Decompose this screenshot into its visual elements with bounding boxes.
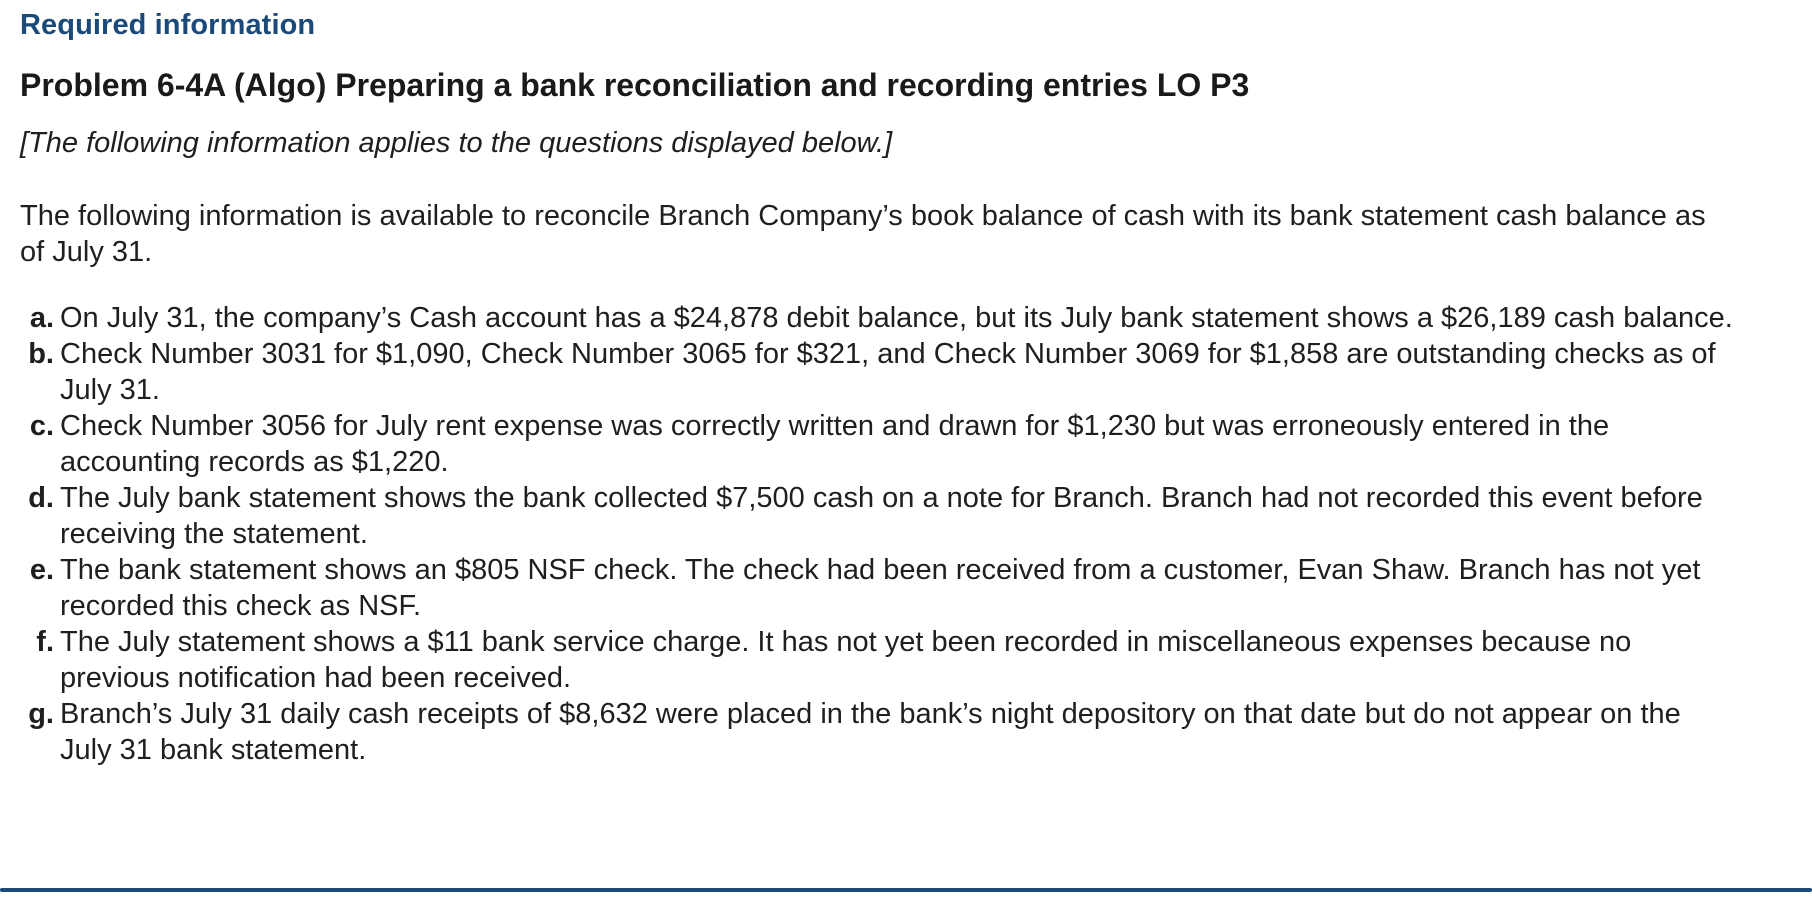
information-list: [20, 300, 1740, 768]
list-item-a: [20, 300, 1740, 336]
item-text: The July bank statement shows the bank collected $7,500 cash on a note for Branch. Branch had not recorded this event before receiving the statement.: [60, 482, 1703, 550]
item-letter: d.: [28, 482, 54, 514]
list-item-e: [20, 552, 1740, 624]
list-item-f: [20, 624, 1740, 696]
item-text: On July 31, the company’s Cash account has a $24,878 debit balance, but its July bank statement shows a $26,189 cash balance.: [60, 302, 1733, 334]
item-text: The July statement shows a $11 bank service charge. It has not yet been recorded in miscellaneous expenses because no previous notification had been received.: [60, 626, 1632, 694]
list-item-c: [20, 408, 1740, 480]
problem-title: Problem 6-4A (Algo) Preparing a bank reconciliation and recording entries LO P3: [20, 67, 1250, 103]
required-information-heading: Required information: [20, 9, 316, 41]
item-letter: a.: [29, 302, 54, 334]
panel-bottom-border: [0, 888, 1812, 892]
item-text: Branch’s July 31 daily cash receipts of $8,632 were placed in the bank’s night depository on that date but do not appear on the July 31 bank statement.: [60, 698, 1681, 766]
list-item-g: [20, 696, 1740, 768]
item-letter: e.: [29, 554, 54, 586]
intro-paragraph: The following information is available to reconcile Branch Company’s book balance of cash with its bank statement cash balance as of July 31.: [20, 200, 1706, 268]
info-applies-note: [The following information applies to the questions displayed below.]: [20, 127, 893, 159]
item-letter: b.: [28, 338, 54, 370]
item-letter: c.: [29, 410, 54, 442]
item-text: Check Number 3056 for July rent expense was correctly written and drawn for $1,230 but was erroneously entered in the accounting records as $1,220.: [60, 410, 1610, 478]
list-item-b: [20, 336, 1740, 408]
item-letter: f.: [36, 626, 54, 658]
item-text: Check Number 3031 for $1,090, Check Number 3065 for $321, and Check Number 3069 for $1,858 are outstanding checks as of July 31.: [60, 338, 1716, 406]
item-text: The bank statement shows an $805 NSF check. The check had been received from a customer, Evan Shaw. Branch has not yet recorded this check as NSF.: [60, 554, 1701, 622]
item-letter: g.: [28, 698, 54, 730]
list-item-d: [20, 480, 1740, 552]
